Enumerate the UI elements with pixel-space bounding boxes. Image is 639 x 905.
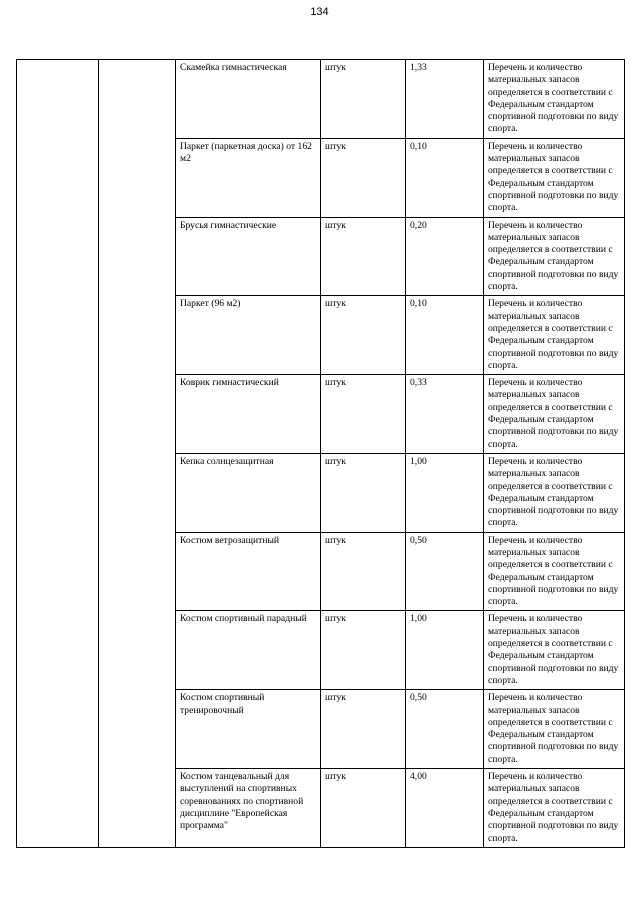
unit-cell: штук xyxy=(321,217,406,296)
materials-table xyxy=(16,59,625,848)
unit-cell: штук xyxy=(321,375,406,454)
merged-empty-cell-1 xyxy=(17,60,99,848)
item-name-cell: Костюм ветрозащитный xyxy=(176,532,321,611)
note-cell: Перечень и количество материальных запасов определяется в соответствии с Федеральным стандартом спортивной подготовки по виду спорта. xyxy=(484,532,625,611)
note-cell: Перечень и количество материальных запасов определяется в соответствии с Федеральным стандартом спортивной подготовки по виду спорта. xyxy=(484,217,625,296)
unit-cell: штук xyxy=(321,296,406,375)
item-name-cell: Скамейка гимнастическая xyxy=(176,60,321,139)
unit-cell: штук xyxy=(321,690,406,769)
item-name-cell: Костюм спортивный тренировочный xyxy=(176,690,321,769)
note-cell: Перечень и количество материальных запасов определяется в соответствии с Федеральным стандартом спортивной подготовки по виду спорта. xyxy=(484,769,625,848)
quantity-cell: 0,50 xyxy=(406,690,484,769)
unit-cell: штук xyxy=(321,532,406,611)
item-name-cell: Кепка солнцезащитная xyxy=(176,453,321,532)
item-name-cell: Костюм танцевальный для выступлений на спортивных соревнованиях по спортивной дисциплине "Европейская программа" xyxy=(176,769,321,848)
note-cell: Перечень и количество материальных запасов определяется в соответствии с Федеральным стандартом спортивной подготовки по виду спорта. xyxy=(484,453,625,532)
table-row xyxy=(17,60,625,139)
note-cell: Перечень и количество материальных запасов определяется в соответствии с Федеральным стандартом спортивной подготовки по виду спорта. xyxy=(484,375,625,454)
page-number: 134 xyxy=(310,6,329,18)
note-cell: Перечень и количество материальных запасов определяется в соответствии с Федеральным стандартом спортивной подготовки по виду спорта. xyxy=(484,296,625,375)
item-name-cell: Паркет (96 м2) xyxy=(176,296,321,375)
quantity-cell: 0,20 xyxy=(406,217,484,296)
quantity-cell: 0,50 xyxy=(406,532,484,611)
quantity-cell: 4,00 xyxy=(406,769,484,848)
quantity-cell: 0,10 xyxy=(406,296,484,375)
note-cell: Перечень и количество материальных запасов определяется в соответствии с Федеральным стандартом спортивной подготовки по виду спорта. xyxy=(484,611,625,690)
unit-cell: штук xyxy=(321,138,406,217)
unit-cell: штук xyxy=(321,611,406,690)
note-cell: Перечень и количество материальных запасов определяется в соответствии с Федеральным стандартом спортивной подготовки по виду спорта. xyxy=(484,138,625,217)
quantity-cell: 1,33 xyxy=(406,60,484,139)
note-cell: Перечень и количество материальных запасов определяется в соответствии с Федеральным стандартом спортивной подготовки по виду спорта. xyxy=(484,690,625,769)
merged-empty-cell-2 xyxy=(99,60,176,848)
item-name-cell: Коврик гимнастический xyxy=(176,375,321,454)
unit-cell: штук xyxy=(321,60,406,139)
quantity-cell: 0,33 xyxy=(406,375,484,454)
item-name-cell: Костюм спортивный парадный xyxy=(176,611,321,690)
unit-cell: штук xyxy=(321,769,406,848)
item-name-cell: Паркет (паркетная доска) от 162 м2 xyxy=(176,138,321,217)
quantity-cell: 1,00 xyxy=(406,453,484,532)
note-cell: Перечень и количество материальных запасов определяется в соответствии с Федеральным стандартом спортивной подготовки по виду спорта. xyxy=(484,60,625,139)
quantity-cell: 0,10 xyxy=(406,138,484,217)
item-name-cell: Брусья гимнастические xyxy=(176,217,321,296)
quantity-cell: 1,00 xyxy=(406,611,484,690)
unit-cell: штук xyxy=(321,453,406,532)
